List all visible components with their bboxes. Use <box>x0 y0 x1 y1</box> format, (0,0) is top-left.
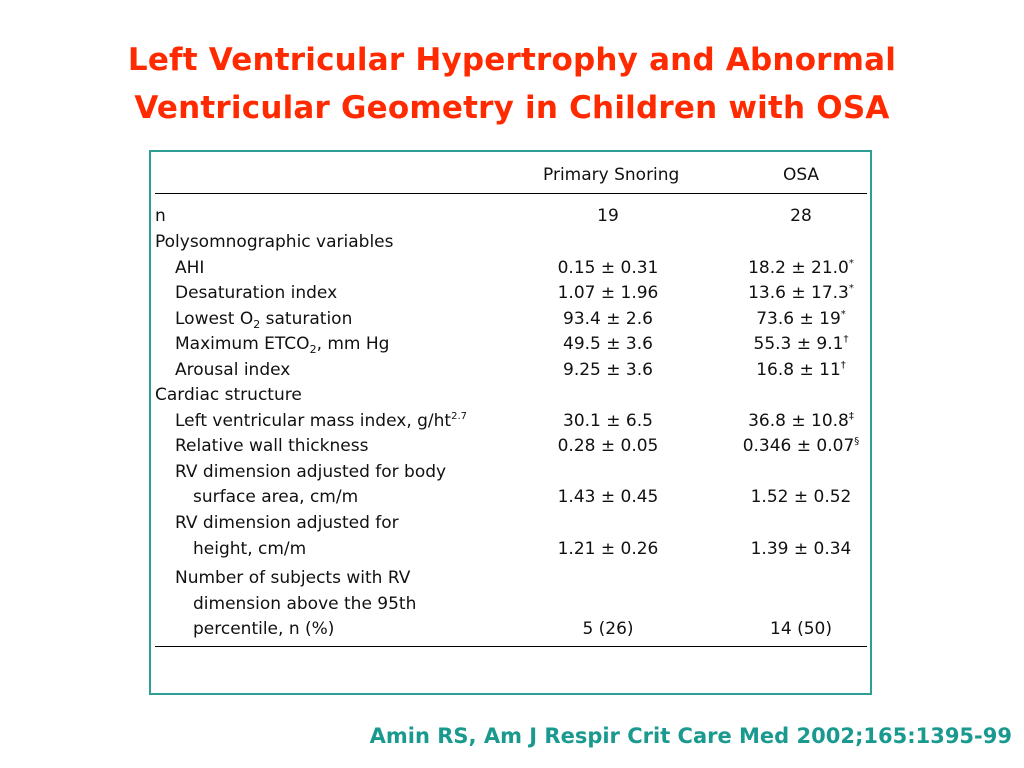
slide-title-line-1: Left Ventricular Hypertrophy and Abnormal <box>127 42 897 78</box>
cell-ps-wall-thickness: 0.28 ± 0.05 <box>557 436 659 456</box>
header-rule <box>155 193 867 194</box>
cell-osa-n: 28 <box>790 206 812 226</box>
cell-ps-desaturation: 1.07 ± 1.96 <box>557 283 659 303</box>
section-cardiac-structure: Cardiac structure <box>155 385 302 405</box>
cell-ps-arousal: 9.25 ± 3.6 <box>563 360 653 380</box>
cell-osa-max-etco2: 55.3 ± 9.1† <box>753 334 849 354</box>
slide-title <box>0 36 1024 132</box>
cell-ps-subjects: 5 (26) <box>582 619 634 639</box>
row-label-rv-bsa-line1: RV dimension adjusted for body <box>175 462 447 482</box>
cell-ps-n: 19 <box>597 206 619 226</box>
row-label-rv-height-line1: RV dimension adjusted for <box>175 513 399 533</box>
row-label-arousal: Arousal index <box>175 360 291 380</box>
cell-osa-rv-bsa: 1.52 ± 0.52 <box>750 487 852 507</box>
footer-rule <box>155 646 867 647</box>
row-label-n: n <box>155 206 166 226</box>
cell-ps-lv-mass-index: 30.1 ± 6.5 <box>563 411 653 431</box>
cell-ps-max-etco2: 49.5 ± 3.6 <box>563 334 653 354</box>
cell-osa-rv-height: 1.39 ± 0.34 <box>750 539 852 559</box>
row-label-rv-bsa-line2: surface area, cm/m <box>193 487 359 507</box>
row-label-desaturation: Desaturation index <box>175 283 338 303</box>
row-label-wall-thickness: Relative wall thickness <box>175 436 369 456</box>
row-label-lowest-o2: Lowest $O_2$ saturation <box>175 309 353 331</box>
row-label-subjects-line1: Number of subjects with RV <box>175 568 411 588</box>
row-label-max-etco2: Maximum $ETCO_2$, mm Hg <box>175 334 390 356</box>
cell-ps-rv-bsa: 1.43 ± 0.45 <box>557 487 659 507</box>
row-label-ahi: AHI <box>175 258 205 278</box>
cell-osa-desaturation: 13.6 ± 17.3* <box>748 283 854 303</box>
cell-osa-ahi: 18.2 ± 21.0* <box>748 258 854 278</box>
cell-osa-wall-thickness: 0.346 ± 0.07§ <box>742 436 860 456</box>
cell-ps-ahi: 0.15 ± 0.31 <box>557 258 659 278</box>
slide-title-line-2: Ventricular Geometry in Children with OSA <box>134 90 890 126</box>
cell-osa-subjects: 14 (50) <box>770 619 832 639</box>
row-label-subjects-line2: dimension above the 95th <box>193 594 417 614</box>
data-table <box>149 150 872 695</box>
header-primary-snoring: Primary Snoring <box>543 165 680 185</box>
header-osa: OSA <box>782 165 820 185</box>
row-label-rv-height-line2: height, cm/m <box>193 539 307 559</box>
cell-osa-lv-mass-index: 36.8 ± 10.8‡ <box>748 411 854 431</box>
cell-ps-rv-height: 1.21 ± 0.26 <box>557 539 659 559</box>
section-polysomnographic: Polysomnographic variables <box>155 232 394 252</box>
row-label-lv-mass-index: Left ventricular mass index, $g/ht^{2.7}$ <box>175 411 467 431</box>
row-label-subjects-line3: percentile, n (%) <box>193 619 335 639</box>
cell-osa-lowest-o2: 73.6 ± 19* <box>756 309 846 329</box>
cell-ps-lowest-o2: 93.4 ± 2.6 <box>563 309 653 329</box>
citation: Amin RS, Am J Respir Crit Care Med 2002;165:1395-99 <box>369 724 1012 748</box>
cell-osa-arousal: 16.8 ± 11† <box>756 360 846 380</box>
